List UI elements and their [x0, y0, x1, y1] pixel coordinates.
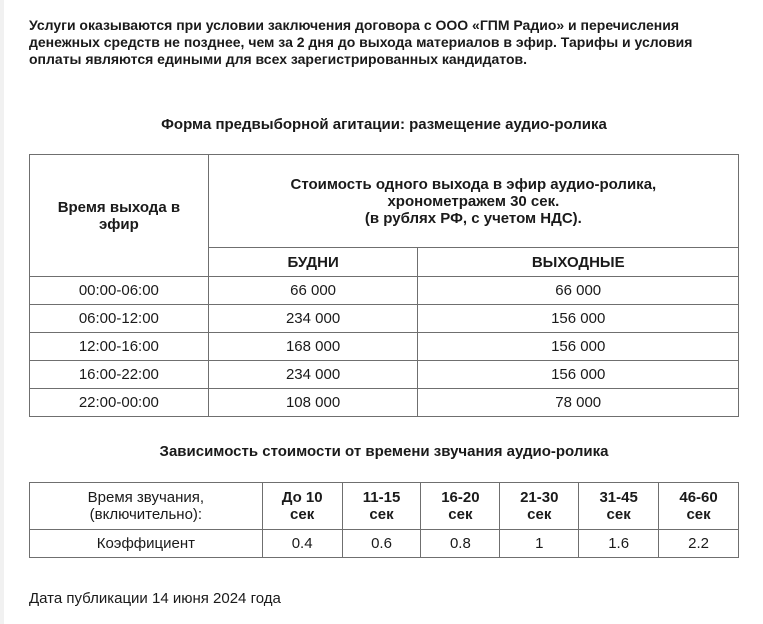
table-row — [30, 361, 739, 389]
coefficient-label-cell: Коэффициент — [30, 530, 263, 558]
weekend-price-cell: 156 000 — [418, 361, 739, 389]
duration-label-header — [30, 483, 263, 530]
duration-range: 16-20 — [441, 489, 480, 506]
coefficient-table — [29, 482, 739, 558]
intro-line: Услуги оказываются при условии заключения договора с ООО «ГПМ Радио» и перечисления — [29, 17, 680, 33]
intro-line: оплаты являются едиными для всех зарегистрированных кандидатов. — [29, 51, 527, 67]
duration-range-header — [659, 483, 739, 530]
coefficient-value-cell: 0.6 — [342, 530, 421, 558]
left-margin-rule — [0, 0, 4, 624]
coefficient-value-cell: 1 — [500, 530, 579, 558]
duration-unit: сек — [527, 506, 552, 523]
duration-range-header — [342, 483, 421, 530]
weekdays-price-cell: 234 000 — [208, 361, 418, 389]
weekend-price-cell: 78 000 — [418, 389, 739, 417]
weekdays-price-cell: 108 000 — [208, 389, 418, 417]
time-cell: 06:00-12:00 — [30, 305, 209, 333]
duration-range-header — [579, 483, 659, 530]
time-header-line: Время выхода в — [57, 198, 181, 216]
time-column-header — [30, 155, 209, 277]
coefficient-value-cell: 0.4 — [262, 530, 342, 558]
table-row — [30, 530, 739, 558]
weekend-price-cell: 156 000 — [418, 305, 739, 333]
intro-line: денежных средств не позднее, чем за 2 дня до выхода материалов в эфир. Тарифы и условия — [29, 34, 693, 50]
coef-table-caption: Зависимость стоимости от времени звучания аудио-ролика — [159, 443, 609, 460]
time-cell: 22:00-00:00 — [30, 389, 209, 417]
tariff-table-caption: Форма предвыборной агитации: размещение аудио-ролика — [161, 116, 607, 133]
duration-label-line: Время звучания, — [87, 489, 205, 506]
duration-range: 46-60 — [679, 489, 718, 506]
duration-range-header — [500, 483, 579, 530]
weekend-header: ВЫХОДНЫЕ — [418, 248, 739, 277]
coefficient-value-cell: 1.6 — [579, 530, 659, 558]
coefficient-value-cell: 0.8 — [421, 530, 500, 558]
coef-header-row — [30, 483, 739, 530]
duration-unit: сек — [686, 506, 711, 523]
cost-column-header — [208, 155, 738, 248]
tariff-header-row — [30, 155, 739, 248]
duration-range-header — [421, 483, 500, 530]
coefficient-value-cell: 2.2 — [659, 530, 739, 558]
duration-range: 31-45 — [599, 489, 638, 506]
duration-unit: сек — [369, 506, 394, 523]
table-row — [30, 277, 739, 305]
duration-range: До 10 — [281, 489, 323, 506]
time-cell: 12:00-16:00 — [30, 333, 209, 361]
time-cell: 16:00-22:00 — [30, 361, 209, 389]
weekdays-price-cell: 234 000 — [208, 305, 418, 333]
cost-header-line: (в рублях РФ, с учетом НДС). — [364, 209, 582, 227]
time-header-line: эфир — [98, 215, 139, 233]
weekdays-header: БУДНИ — [208, 248, 418, 277]
duration-range: 11-15 — [362, 489, 401, 506]
duration-label-line: (включительно): — [89, 506, 203, 523]
tariff-table — [29, 154, 739, 417]
publication-date: Дата публикации 14 июня 2024 года — [29, 590, 281, 607]
duration-range-header — [262, 483, 342, 530]
weekend-price-cell: 156 000 — [418, 333, 739, 361]
weekdays-price-cell: 168 000 — [208, 333, 418, 361]
cost-header-line: хронометражем 30 сек. — [387, 192, 560, 210]
weekend-price-cell: 66 000 — [418, 277, 739, 305]
duration-unit: сек — [606, 506, 631, 523]
table-row — [30, 333, 739, 361]
intro-paragraph — [29, 17, 729, 68]
time-cell: 00:00-06:00 — [30, 277, 209, 305]
table-row — [30, 305, 739, 333]
table-row — [30, 389, 739, 417]
weekdays-price-cell: 66 000 — [208, 277, 418, 305]
duration-unit: сек — [290, 506, 315, 523]
duration-unit: сек — [448, 506, 473, 523]
duration-range: 21-30 — [520, 489, 559, 506]
cost-header-line: Стоимость одного выхода в эфир аудио-ролика, — [290, 175, 657, 193]
